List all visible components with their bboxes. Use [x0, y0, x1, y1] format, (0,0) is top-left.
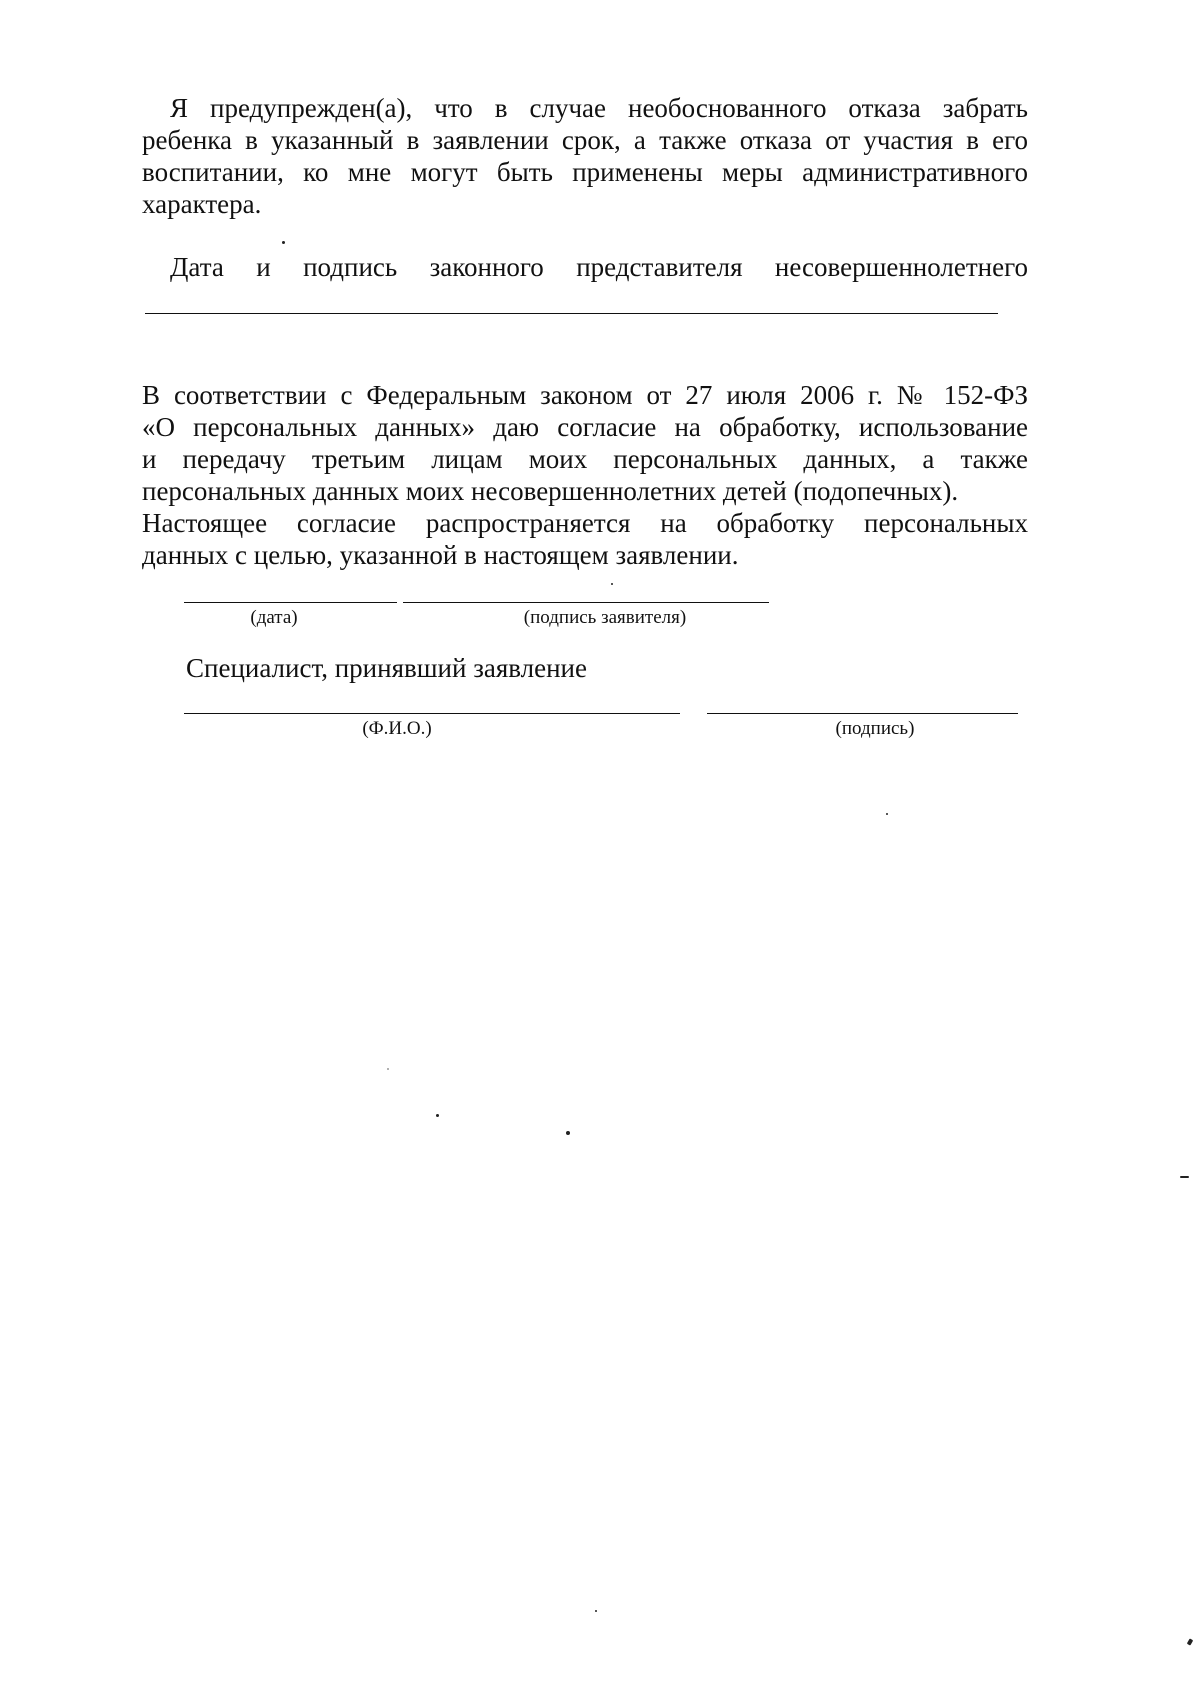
scan-speck [595, 1610, 597, 1612]
scan-speck [1187, 1638, 1193, 1645]
scan-speck [387, 1068, 389, 1070]
guardian-signature-label-block [142, 251, 1028, 283]
consent-line: данных с целью, указанной в настоящем заявлении. [142, 540, 739, 570]
applicant-signature-caption: (подпись заявителя) [523, 607, 687, 628]
consent-paragraph [142, 379, 1028, 571]
scan-speck [886, 813, 888, 815]
consent-line: В соответствии с Федеральным законом от 27 июля 2006 г. № 152-ФЗ [142, 380, 1028, 410]
guardian-signature-label: Дата и подпись законного представителя несовершеннолетнего [170, 252, 1028, 282]
applicant-date-caption: (дата) [250, 607, 298, 628]
warning-line: характера. [142, 189, 262, 219]
applicant-signature-line [403, 602, 769, 603]
specialist-name-line [184, 713, 680, 714]
scan-speck [1180, 1176, 1189, 1178]
warning-line: Я предупрежден(а), что в случае необоснованного отказа забрать [170, 93, 1028, 123]
scan-speck [282, 241, 285, 244]
consent-line: Настоящее согласие распространяется на обработку персональных [142, 508, 1028, 538]
specialist-label: Специалист, принявший заявление [186, 653, 587, 683]
specialist-signature-caption: (подпись) [835, 718, 915, 739]
warning-line: воспитании, ко мне могут быть применены меры административного [142, 157, 1028, 187]
warning-paragraph [142, 92, 1028, 220]
consent-line: и передачу третьим лицам моих персональных данных, а также [142, 444, 1028, 474]
scan-speck [566, 1131, 570, 1135]
scan-speck [436, 1114, 439, 1117]
scan-speck [611, 583, 613, 585]
warning-line: ребенка в указанный в заявлении срок, а также отказа от участия в его [142, 125, 1028, 155]
specialist-signature-line [707, 713, 1018, 714]
applicant-date-line [184, 602, 397, 603]
consent-line: персональных данных моих несовершеннолетних детей (подопечных). [142, 476, 959, 506]
guardian-signature-line [145, 313, 998, 314]
specialist-name-caption: (Ф.И.О.) [362, 718, 432, 739]
consent-line: «О персональных данных» даю согласие на обработку, использование [142, 412, 1028, 442]
